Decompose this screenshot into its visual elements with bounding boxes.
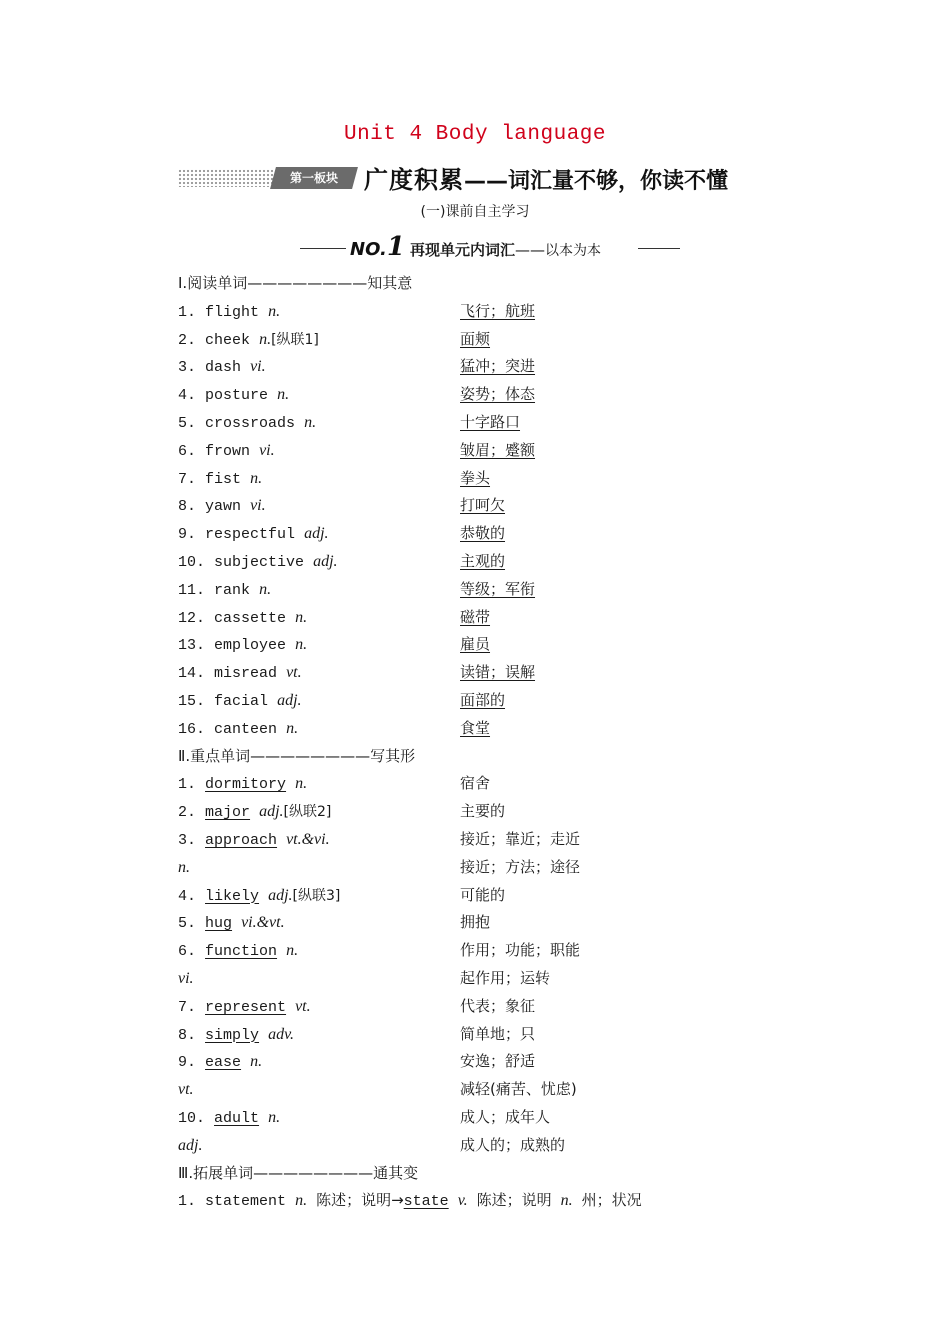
vocab-row [0,631,950,659]
vocab-word: hug [205,915,233,933]
vocab-entry: 9. respectful adj. [178,525,329,544]
vocab-word: simply [205,1026,260,1044]
part-of-speech: n. [259,330,272,348]
vocab-meaning: 主要的 [460,802,506,821]
part-of-speech: n. [277,386,290,404]
vocab-word: canteen [214,720,278,738]
vocab-entry: 4. likely adj.[纵联3] [178,886,341,905]
part-of-speech: vt.&vi. [286,830,330,848]
vocab-entry: 4. posture n. [178,386,290,405]
vocab-row [0,715,950,743]
vocab-row [0,826,950,854]
part-of-speech: vt. [295,997,311,1015]
vocab-word: yawn [205,498,242,516]
vocab-meaning: 宿舍 [460,774,491,793]
derived-word: state [403,1193,449,1211]
part-of-speech: n. [286,942,299,960]
vocab-entry [178,1132,202,1161]
vocab-entry: 14. misread vt. [178,664,302,683]
part-of-speech: n. [304,413,317,431]
vocab-word: cheek [205,331,251,349]
vocab-meaning: 代表；象征 [460,996,536,1015]
part-of-speech: vi. [178,969,194,987]
part-of-speech: adj. [259,803,284,821]
vocab-word: misread [214,665,278,683]
part-of-speech: n. [268,1108,281,1126]
vocab-meaning: 拥抱 [460,913,491,932]
section3-item [0,1187,950,1215]
unit-title: Unit 4 Body language [343,123,607,146]
vocab-row [0,548,950,576]
vocab-entry: 5. hug vi.&vt. [178,914,285,933]
vocab-row [0,965,950,993]
vocab-row [0,465,950,493]
vocab-word: approach [205,831,278,849]
vocab-entry: 3. approach vt.&vi. [178,830,330,849]
vocab-meaning: 成人；成年人 [460,1107,551,1126]
vocab-word: fist [205,470,242,488]
part-of-speech: n. [178,858,190,876]
vocab-row [0,520,950,548]
vocab-row [0,1021,950,1049]
vocab-meaning: 食堂 [460,718,491,737]
banner-heading: 广度积累——词汇量不够，你读不懂 [364,166,729,194]
no-section-heading [300,232,680,264]
part-of-speech: adj. [178,1136,203,1154]
vocab-entry: 16. canteen n. [178,719,299,738]
cross-reference: [纵联2] [283,804,332,821]
vocab-word: rank [214,581,251,599]
vocab-meaning: 猛冲；突进 [460,357,536,376]
vocab-entry: 15. facial adj. [178,691,302,710]
part-of-speech: n. [268,302,281,320]
vocab-word: employee [214,637,287,655]
vocab-row [0,993,950,1021]
vocab-meaning: 拳头 [460,468,491,487]
section2-title: Ⅱ.重点单词————————写其形 [178,746,416,765]
vocab-meaning: 作用；功能；职能 [460,941,581,960]
vocab-word: flight [205,303,260,321]
part-of-speech: adj. [268,886,293,904]
vocab-word: posture [205,387,269,405]
vocab-meaning: 飞行；航班 [460,301,536,320]
section3-entry: 1. statement n. 陈述；说明→state v. 陈述；说明 n. 州；状况 [178,1191,642,1211]
section3-title: Ⅲ.拓展单词————————通其变 [178,1163,419,1182]
vocab-entry: 6. function n. [178,942,299,961]
vocab-meaning: 安逸；舒适 [460,1052,536,1071]
vocab-row [0,576,950,604]
vocab-word: likely [205,887,260,905]
part-of-speech: n. [250,469,263,487]
section1-title: Ⅰ.阅读单词————————知其意 [178,274,413,292]
banner-subheading: ——词汇量不够，你读不懂 [464,169,729,194]
part-of-speech: n. [295,608,308,626]
vocab-row [0,492,950,520]
vocab-entry: 2. major adj.[纵联2] [178,803,332,822]
vocab-row [0,381,950,409]
vocab-meaning: 接近；方法；途径 [460,857,581,876]
vocab-entry: 5. crossroads n. [178,413,317,432]
section2-title-row [0,743,950,771]
vocab-meaning: 简单地；只 [460,1024,536,1043]
vocab-meaning: 皱眉；蹙额 [460,440,536,459]
vocab-entry: 1. dormitory n. [178,775,308,794]
part-of-speech: adv. [268,1025,294,1043]
section-banner [178,160,778,194]
vocab-meaning: 面部的 [460,690,506,709]
vocab-word: adult [214,1109,260,1127]
vocab-entry: 9. ease n. [178,1053,263,1072]
vocab-row [0,1076,950,1104]
vocab-word: subjective [214,553,305,571]
vocab-word: cassette [214,609,287,627]
vocab-entry: 8. simply adv. [178,1025,294,1044]
part-of-speech: adj. [277,691,302,709]
no-label: NO.1 [350,232,405,262]
vocab-entry: 7. represent vt. [178,997,311,1016]
vocab-word: function [205,943,278,961]
vocab-word: respectful [205,526,296,544]
part-of-speech: vt. [286,664,302,682]
vocab-row [0,1104,950,1132]
vocab-word: represent [205,998,287,1016]
cross-reference: [纵联1] [271,331,319,348]
vocab-row [0,298,950,326]
section3-title-row [0,1160,950,1188]
vocab-row [0,1048,950,1076]
vocab-meaning: 恭敬的 [460,524,506,543]
vocab-row [0,437,950,465]
vocab-row [0,409,950,437]
vocab-entry: 10. adult n. [178,1108,281,1127]
vocab-word: major [205,804,251,822]
vocab-word: dormitory [205,776,287,794]
vocab-entry: 3. dash vi. [178,358,266,377]
banner-badge: 第一板块 [270,167,358,189]
vocab-meaning: 十字路口 [460,412,521,431]
vocab-entry: 10. subjective adj. [178,552,338,571]
vocab-entry [178,854,190,883]
vocab-meaning: 面颊 [460,329,491,348]
vocab-word: facial [214,692,269,710]
right-rule [638,248,680,249]
part-of-speech: vi. [250,358,266,376]
part-of-speech: n. [295,775,308,793]
vocab-entry: 11. rank n. [178,580,272,599]
vocab-row [0,353,950,381]
vocab-meaning: 读错；误解 [460,663,536,682]
vocab-row [0,326,950,354]
dotted-decoration [178,169,273,187]
vocab-meaning: 主观的 [460,551,506,570]
vocab-word: ease [205,1054,242,1072]
vocab-row [0,1132,950,1160]
left-rule [300,248,346,249]
part-of-speech: n. [250,1053,263,1071]
part-of-speech: vt. [178,1081,194,1099]
section1-title-row [0,270,950,298]
vocab-entry: 12. cassette n. [178,608,308,627]
vocab-entry [178,1076,194,1105]
part-of-speech: vi. [250,497,266,515]
vocab-meaning: 磁带 [460,607,491,626]
vocab-row [0,770,950,798]
vocab-row [0,659,950,687]
vocab-word: dash [205,359,242,377]
vocab-row [0,937,950,965]
part-of-speech: adj. [304,525,329,543]
vocab-row [0,909,950,937]
vocab-meaning: 起作用；运转 [460,968,551,987]
vocab-entry: 8. yawn vi. [178,497,266,516]
vocab-entry: 2. cheek n.[纵联1] [178,330,319,349]
vocab-entry: 7. fist n. [178,469,263,488]
vocab-row [0,882,950,910]
vocab-meaning: 等级；军衔 [460,579,536,598]
no-section-title: 再现单元内词汇——以本为本 [410,241,602,259]
vocab-row [0,798,950,826]
subheading: (一)课前自主学习 [420,204,530,220]
vocab-word: crossroads [205,414,296,432]
part-of-speech: n. [259,580,272,598]
vocab-meaning: 接近；靠近；走近 [460,829,581,848]
vocab-word: frown [205,442,251,460]
vocabulary-list [0,270,950,1215]
vocab-meaning: 成人的；成熟的 [460,1135,566,1154]
vocab-entry [178,965,194,994]
vocab-entry: 13. employee n. [178,636,308,655]
vocab-entry: 1. flight n. [178,302,281,321]
part-of-speech: n. [286,719,299,737]
vocab-meaning: 可能的 [460,885,506,904]
vocab-meaning: 减轻(痛苦、忧虑) [460,1080,577,1099]
part-of-speech: adj. [313,552,338,570]
vocab-row [0,854,950,882]
vocab-meaning: 姿势；体态 [460,385,536,404]
cross-reference: [纵联3] [292,887,341,904]
part-of-speech: n. [295,636,308,654]
part-of-speech: vi.&vt. [241,914,285,932]
vocab-meaning: 打呵欠 [460,496,506,515]
vocab-row [0,604,950,632]
part-of-speech: vi. [259,441,275,459]
vocab-row [0,687,950,715]
vocab-meaning: 雇员 [460,635,491,654]
vocab-entry: 6. frown vi. [178,441,275,460]
